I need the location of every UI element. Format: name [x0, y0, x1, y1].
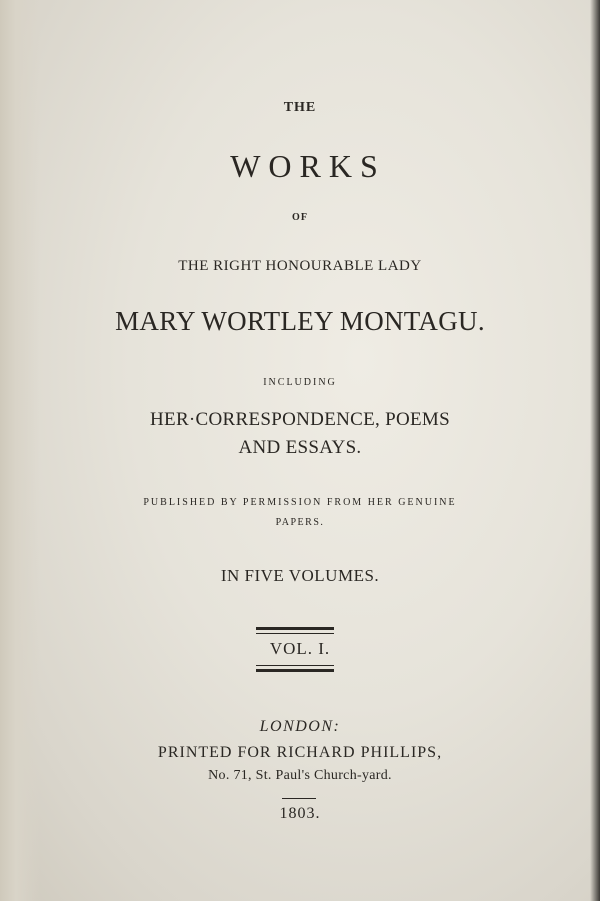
author-honorific: THE RIGHT HONOURABLE LADY [178, 258, 422, 274]
permission-line-2: PAPERS. [275, 517, 325, 528]
double-rule-bottom-thick [256, 669, 334, 672]
volume-count: IN FIVE VOLUMES. [220, 566, 380, 585]
short-rule [282, 798, 316, 799]
contents-line-1: HER·CORRESPONDENCE, POEMS [150, 409, 450, 430]
double-rule-bottom-thin [256, 665, 334, 666]
imprint-city: LONDON: [259, 718, 341, 735]
contents-line-2: AND ESSAYS. [238, 437, 362, 458]
title-of: OF [292, 212, 308, 223]
imprint-address: No. 71, St. Paul's Church-yard. [208, 768, 392, 783]
double-rule-top-thick [256, 627, 334, 630]
title-the: THE [283, 100, 317, 115]
volume-number: VOL. I. [269, 639, 331, 658]
author-name: MARY WORTLEY MONTAGU. [115, 306, 485, 336]
including-label: INCLUDING [263, 377, 337, 388]
permission-line-1: PUBLISHED BY PERMISSION FROM HER GENUINE [143, 497, 457, 508]
title-works: WORKS [230, 148, 386, 184]
double-rule-top-thin [256, 633, 334, 634]
imprint-year: 1803. [279, 805, 321, 822]
imprint-printer: PRINTED FOR RICHARD PHILLIPS, [157, 744, 443, 761]
